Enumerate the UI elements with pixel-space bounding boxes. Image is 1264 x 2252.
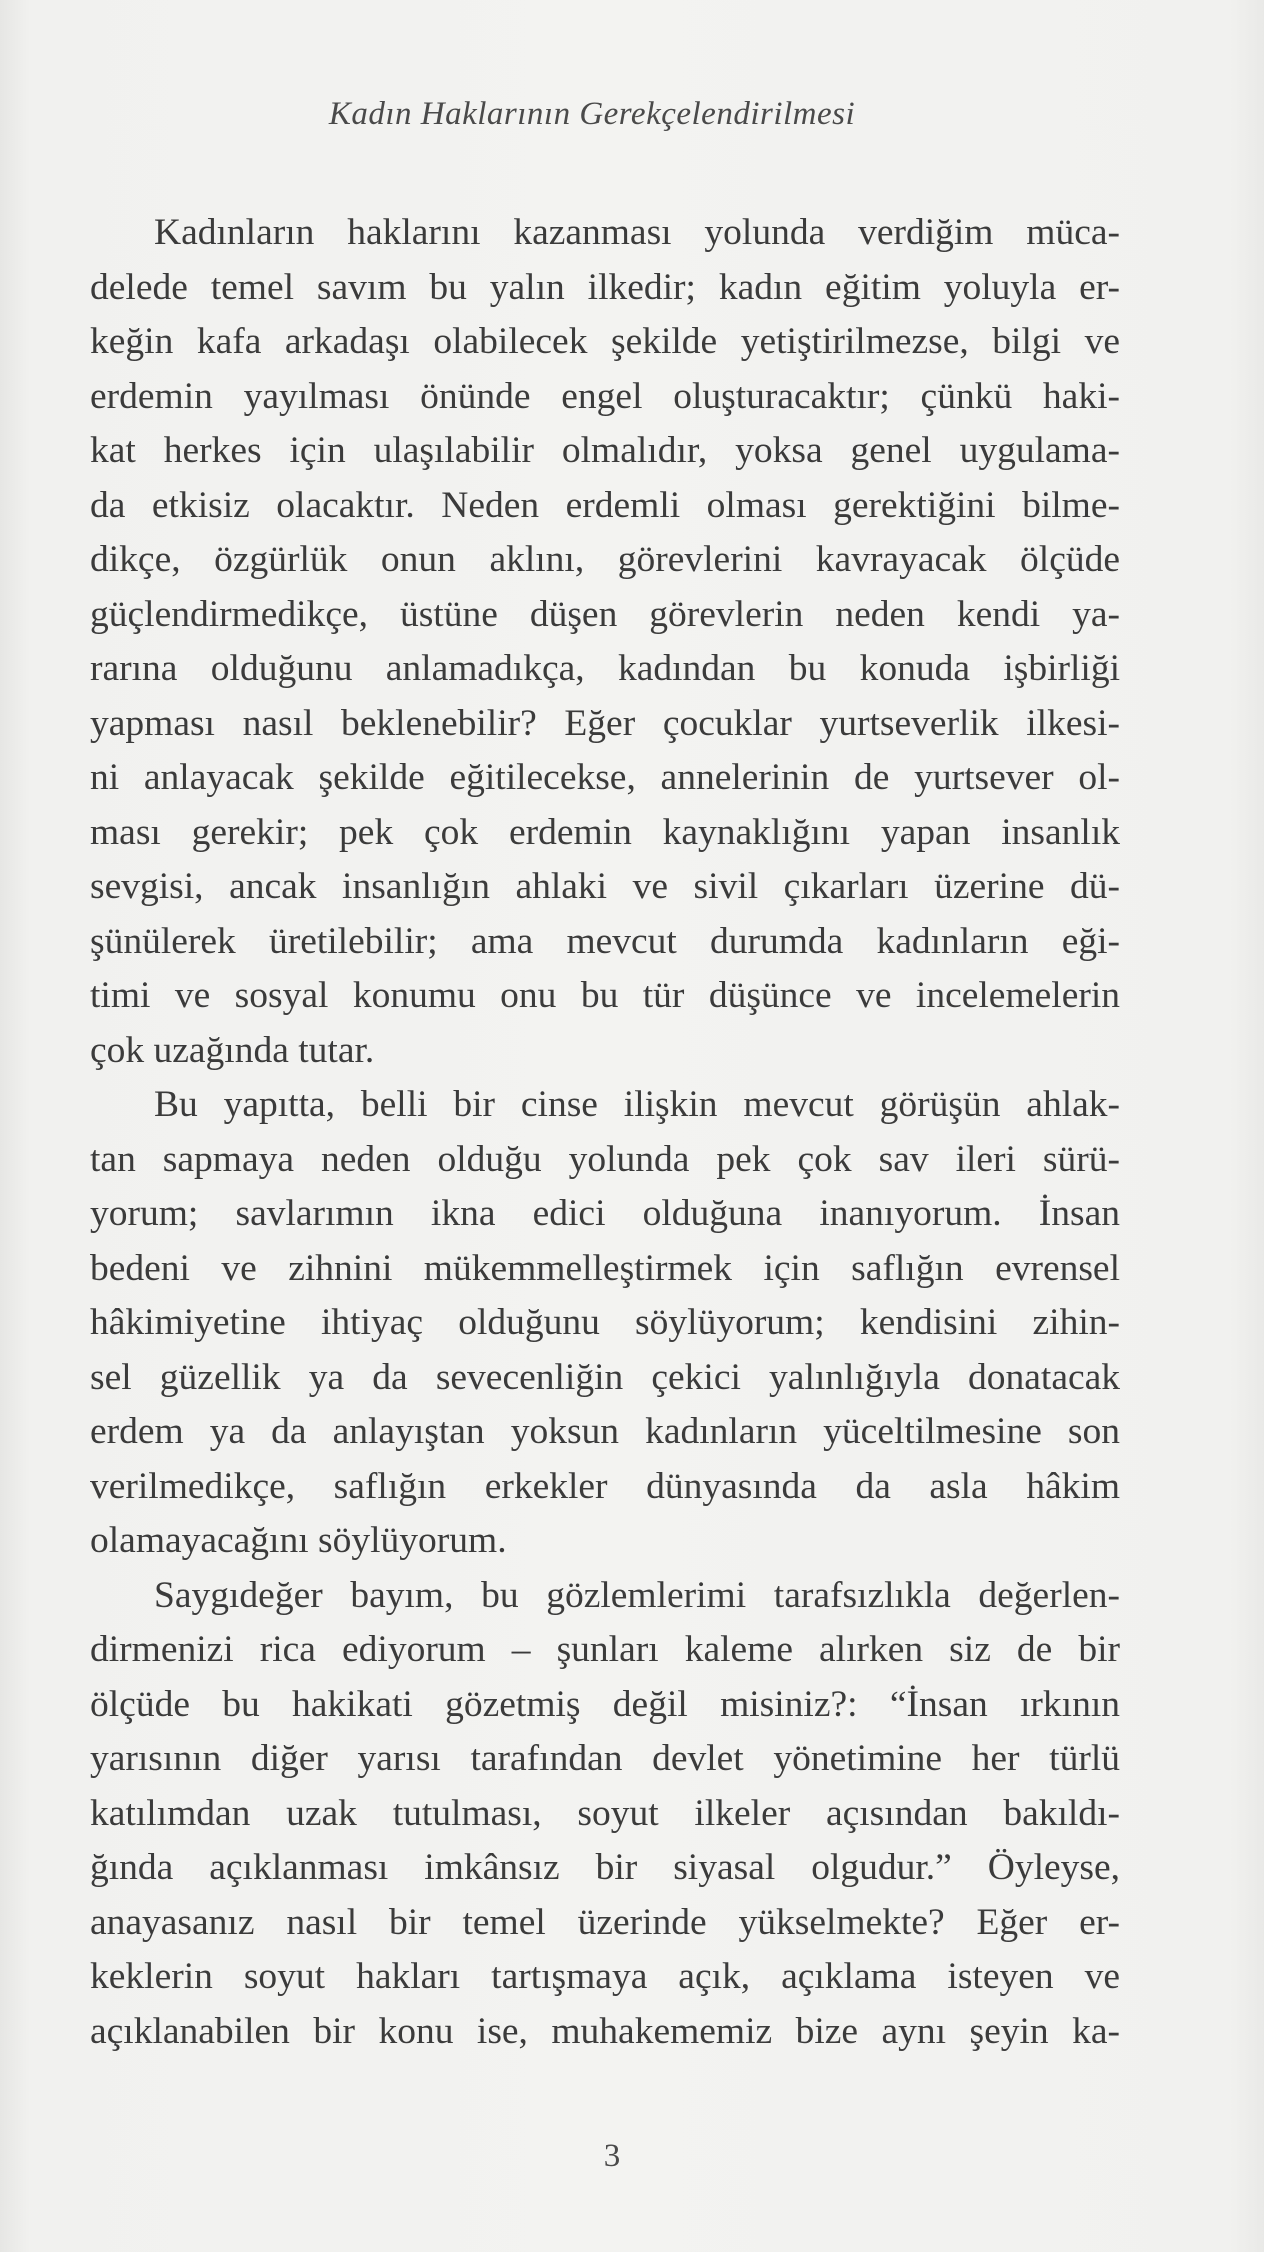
text-line: çok uzağında tutar. [90, 1029, 375, 1071]
paragraph-3 [90, 1569, 1120, 2060]
text-line: sel güzellik ya da sevecenliğin çekici yalınlığıyla donatacak [90, 1356, 1120, 1398]
text-line: dirmenizi rica ediyorum – şunları kaleme alırken siz de bir [90, 1629, 1120, 1670]
text-line: da etkisiz olacaktır. Neden erdemli olması gerektiğini bilme- [90, 484, 1120, 526]
page-number: 3 [603, 2138, 621, 2174]
text-line: delede temel savım bu yalın ilkedir; kadın eğitim yoluyla er- [90, 266, 1120, 308]
text-line: anayasanız nasıl bir temel üzerinde yükselmekte? Eğer er- [90, 1901, 1120, 1943]
paragraph-1 [90, 206, 1120, 1078]
body-text [90, 206, 1120, 2059]
text-line: kat herkes için ulaşılabilir olmalıdır, yoksa genel uygulama- [90, 430, 1120, 471]
text-line: Kadınların haklarını kazanması yolunda verdiğim müca- [154, 212, 1120, 253]
text-line: bedeni ve zihnini mükemmelleştirmek için saflığın evrensel [90, 1247, 1120, 1289]
text-line: rarına olduğunu anlamadıkça, kadından bu konuda işbirliği [90, 648, 1120, 689]
text-line: şünülerek üretilebilir; ama mevcut durumda kadınların eği- [90, 920, 1120, 962]
text-line: güçlendirmedikçe, üstüne düşen görevlerin neden kendi ya- [90, 593, 1120, 635]
text-line: ölçüde bu hakikati gözetmiş değil misiniz?: “İnsan ırkının [90, 1683, 1120, 1725]
text-line: ğında açıklanması imkânsız bir siyasal olgudur.” Öyleyse, [90, 1847, 1120, 1888]
text-line: tan sapmaya neden olduğu yolunda pek çok sav ileri sürü- [90, 1138, 1120, 1180]
text-line: açıklanabilen bir konu ise, muhakememiz bize aynı şeyin ka- [90, 2010, 1120, 2052]
text-line: Saygıdeğer bayım, bu gözlemlerimi tarafsızlıkla değerlen- [154, 1574, 1120, 1616]
paragraph-2 [90, 1078, 1120, 1569]
running-header: Kadın Haklarının Gerekçelendirilmesi [328, 96, 856, 132]
text-line: sevgisi, ancak insanlığın ahlaki ve sivil çıkarları üzerine dü- [90, 866, 1120, 907]
text-line: verilmedikçe, saflığın erkekler dünyasında da asla hâkim [90, 1465, 1120, 1507]
text-line: yorum; savlarımın ikna edici olduğuna inanıyorum. İnsan [90, 1193, 1120, 1234]
text-line: ması gerekir; pek çok erdemin kaynaklığını yapan insanlık [90, 811, 1120, 853]
text-line: keklerin soyut hakları tartışmaya açık, açıklama isteyen ve [90, 1956, 1120, 1997]
text-line: erdemin yayılması önünde engel oluşturacaktır; çünkü haki- [90, 375, 1120, 417]
text-line: olamayacağını söylüyorum. [90, 1520, 507, 1561]
text-line: erdem ya da anlayıştan yoksun kadınların yüceltilmesine son [90, 1411, 1120, 1452]
text-line: hâkimiyetine ihtiyaç olduğunu söylüyorum; kendisini zihin- [90, 1302, 1120, 1343]
text-line: dikçe, özgürlük onun aklını, görevlerini kavrayacak ölçüde [90, 539, 1120, 580]
text-line: katılımdan uzak tutulması, soyut ilkeler açısından bakıldı- [90, 1792, 1120, 1834]
text-line: ni anlayacak şekilde eğitilecekse, annelerinin de yurtsever ol- [90, 757, 1120, 798]
text-line: Bu yapıtta, belli bir cinse ilişkin mevcut görüşün ahlak- [154, 1084, 1120, 1125]
text-line: keğin kafa arkadaşı olabilecek şekilde yetiştirilmezse, bilgi ve [90, 321, 1120, 362]
text-line: timi ve sosyal konumu onu bu tür düşünce ve incelemelerin [90, 975, 1120, 1016]
text-line: yapması nasıl beklenebilir? Eğer çocuklar yurtseverlik ilkesi- [90, 702, 1120, 744]
text-line: yarısının diğer yarısı tarafından devlet yönetimine her türlü [90, 1738, 1120, 1779]
